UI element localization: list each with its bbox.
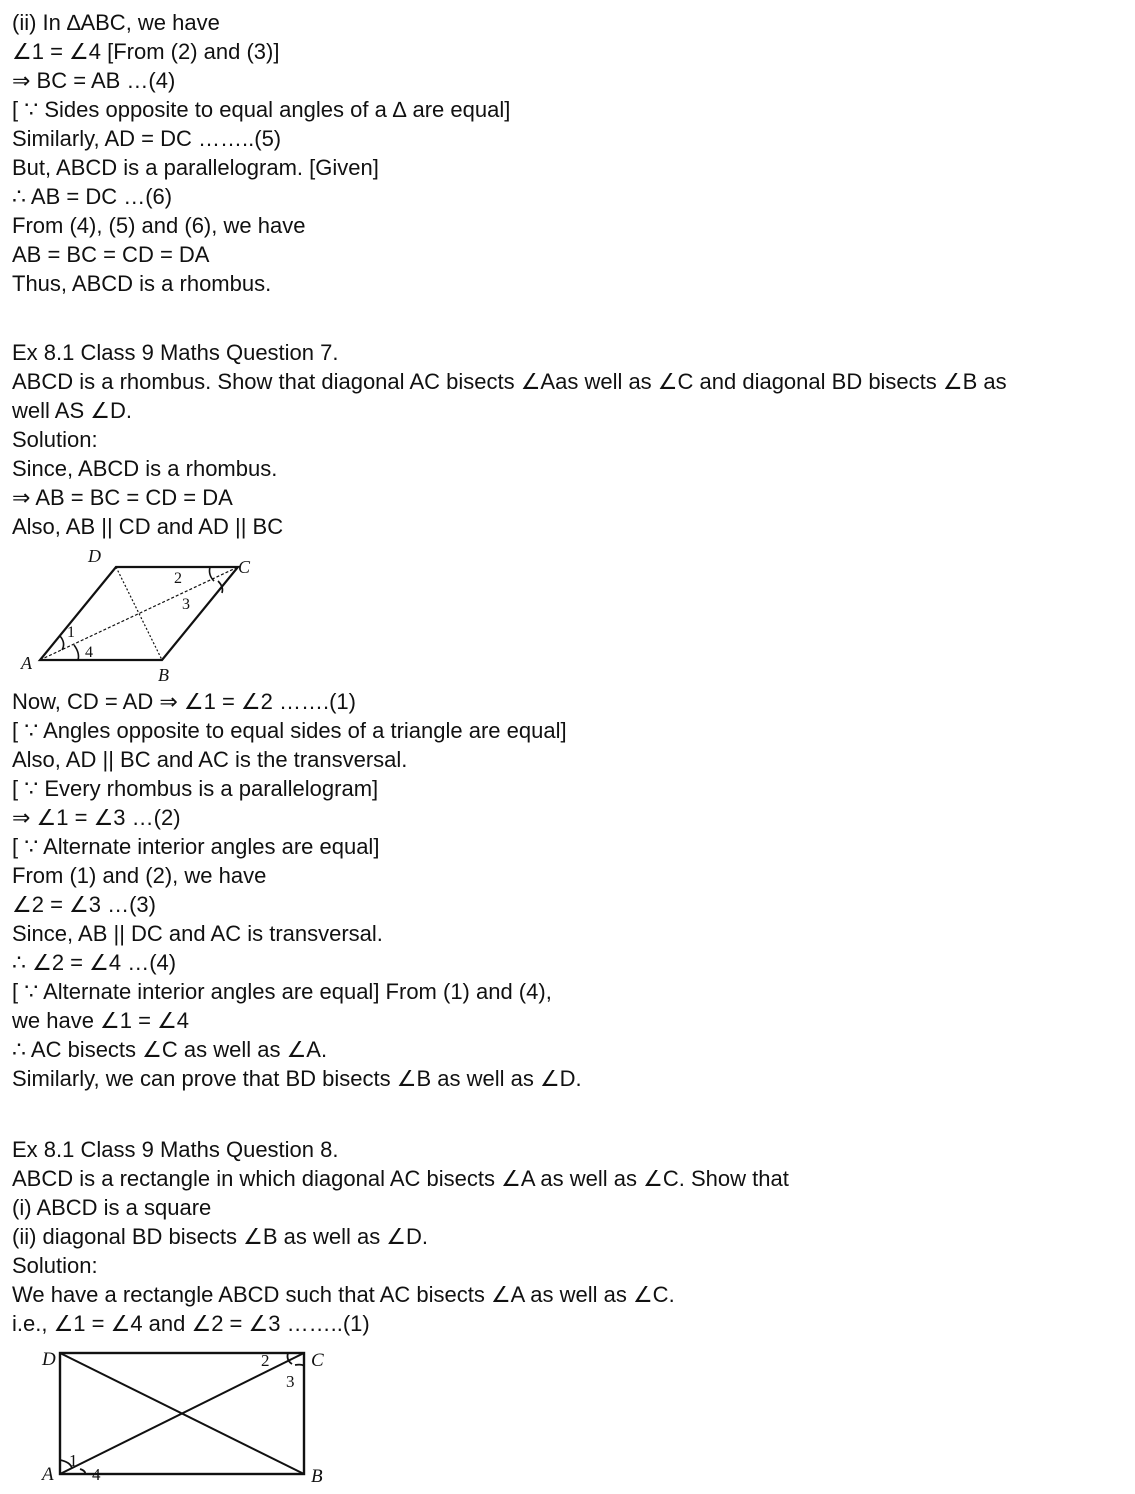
vertex-label-b: B — [311, 1466, 323, 1487]
angle-label-2: 2 — [261, 1351, 270, 1370]
text-line: ⇒ ∠1 = ∠3 …(2) — [12, 805, 181, 830]
angle-label-3: 3 — [182, 596, 190, 613]
text-line: Also, AB || CD and AD || BC — [12, 514, 284, 539]
vertex-label-d: D — [42, 1349, 56, 1370]
diagonal-bd — [116, 567, 162, 660]
text-line: ⇒ BC = AB …(4) — [12, 68, 176, 93]
text-line: ∠1 = ∠4 [From (2) and (3)] — [12, 39, 280, 64]
angle-label-2: 2 — [174, 570, 182, 587]
text-line: [ ∵ Every rhombus is a parallelogram] — [12, 776, 379, 801]
text-line: From (1) and (2), we have — [12, 863, 267, 888]
text-line: Since, AB || DC and AC is transversal. — [12, 921, 383, 946]
text-line: AB = BC = CD = DA — [12, 242, 210, 267]
text-line: We have a rectangle ABCD such that AC bisects ∠A as well as ∠C. — [12, 1282, 675, 1307]
text-line: Thus, ABCD is a rhombus. — [12, 271, 272, 296]
angle-label-1: 1 — [67, 624, 75, 641]
text-line: From (4), (5) and (6), we have — [12, 213, 306, 238]
vertex-label-c: C — [311, 1350, 324, 1371]
text-line: ABCD is a rhombus. Show that diagonal AC bisects ∠Aas well as ∠C and diagonal BD bisects ∠B as — [12, 369, 1007, 394]
text-line: Since, ABCD is a rhombus. — [12, 456, 278, 481]
angle-arc-1 — [60, 636, 64, 650]
text-line: (ii) diagonal BD bisects ∠B as well as ∠D. — [12, 1224, 429, 1249]
text-line: [ ∵ Sides opposite to equal angles of a ∆ are equal] — [12, 97, 511, 122]
text-line: we have ∠1 = ∠4 — [12, 1008, 190, 1033]
text-line: ∠2 = ∠3 …(3) — [12, 892, 156, 917]
text-line: Now, CD = AD ⇒ ∠1 = ∠2 …….(1) — [12, 689, 356, 714]
text-line: (i) ABCD is a square — [12, 1195, 212, 1220]
text-line: [ ∵ Angles opposite to equal sides of a triangle are equal] — [12, 718, 567, 743]
text-line: ∴ AB = DC …(6) — [12, 184, 173, 209]
vertex-label-a: A — [21, 653, 32, 673]
rectangle-figure — [36, 1342, 336, 1490]
text-line: ⇒ AB = BC = CD = DA — [12, 485, 233, 510]
text-line: Similarly, AD = DC ……..(5) — [12, 126, 282, 151]
vertex-label-d: D — [88, 546, 101, 566]
question-heading: Ex 8.1 Class 9 Maths Question 8. — [12, 1137, 339, 1162]
text-line: i.e., ∠1 = ∠4 and ∠2 = ∠3 ……..(1) — [12, 1311, 370, 1336]
angle-label-4: 4 — [85, 644, 93, 661]
solution-label: Solution: — [12, 1253, 98, 1278]
angle-arc-4 — [74, 645, 79, 660]
vertex-label-c: C — [238, 557, 251, 577]
text-line: ∴ ∠2 = ∠4 …(4) — [12, 950, 177, 975]
text-line: Also, AD || BC and AC is the transversal. — [12, 747, 408, 772]
text-line: Similarly, we can prove that BD bisects ∠B as well as ∠D. — [12, 1066, 582, 1091]
text-line: (ii) In ∆ABC, we have — [12, 10, 220, 35]
angle-arc-3 — [295, 1365, 304, 1366]
solution-label: Solution: — [12, 427, 98, 452]
vertex-label-b: B — [158, 665, 169, 685]
angle-label-1: 1 — [69, 1451, 78, 1470]
vertex-label-a: A — [42, 1464, 54, 1485]
angle-label-3: 3 — [286, 1372, 295, 1391]
text-line: ∴ AC bisects ∠C as well as ∠A. — [12, 1037, 328, 1062]
angle-label-4: 4 — [92, 1465, 101, 1484]
diagonal-ac — [40, 567, 238, 660]
text-line: [ ∵ Alternate interior angles are equal] — [12, 834, 380, 859]
question-heading: Ex 8.1 Class 9 Maths Question 7. — [12, 340, 339, 365]
text-line: But, ABCD is a parallelogram. [Given] — [12, 155, 379, 180]
text-line: well AS ∠D. — [12, 398, 132, 423]
text-line: [ ∵ Alternate interior angles are equal] From (1) and (4), — [12, 979, 552, 1004]
rhombus-figure — [18, 543, 258, 688]
text-line: ABCD is a rectangle in which diagonal AC bisects ∠A as well as ∠C. Show that — [12, 1166, 789, 1191]
